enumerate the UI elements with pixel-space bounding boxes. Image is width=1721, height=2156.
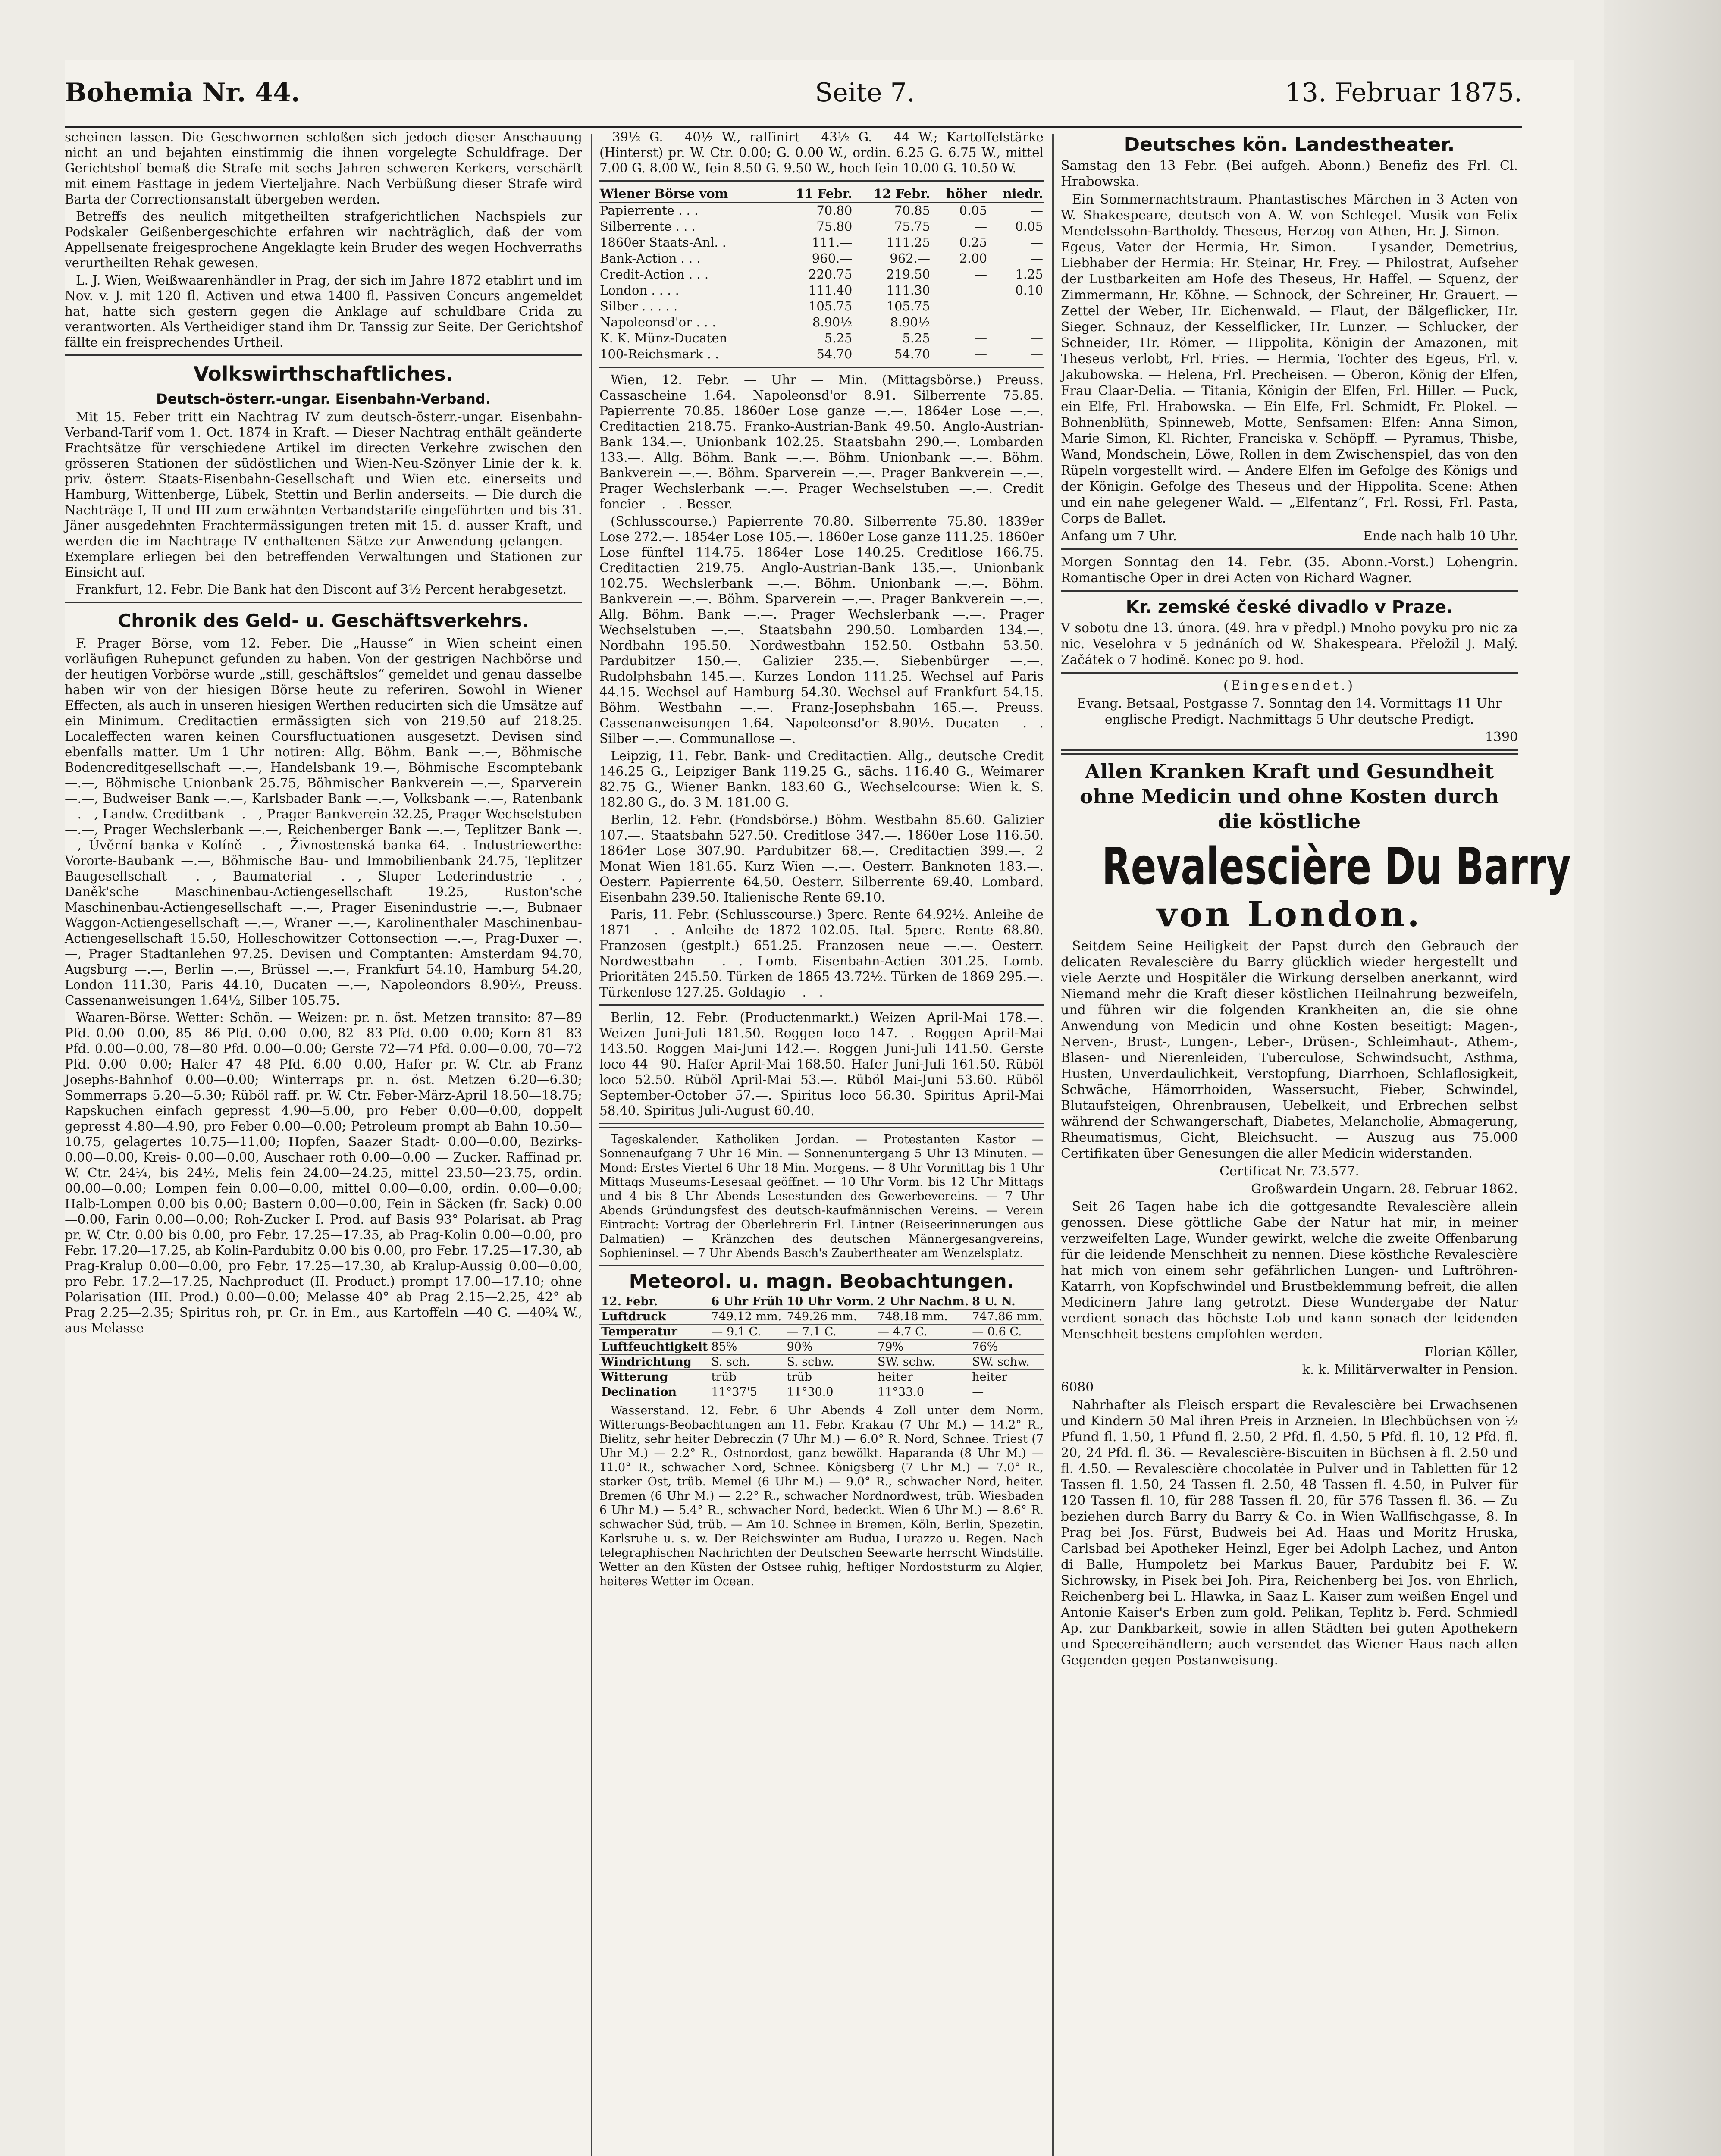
table-row (599, 298, 1044, 314)
table-row (599, 251, 1044, 266)
table-cell: 54.70 (894, 347, 930, 361)
subheading-railway: Deutsch-österr.-ungar. Eisenbahn-Verband. (156, 391, 491, 407)
church-notice: Evang. Betsaal, Postgasse 7. Sonntag den 14. Vormittags 11 Uhr englische Predigt. Nachmittags 5 Uhr deutsche Predigt. (1077, 696, 1502, 727)
ad-signature-title: k. k. Militärverwalter in Pension. (1302, 1362, 1518, 1377)
vienna-midday-report: Wien, 12. Febr. — Uhr — Min. (Mittagsbörse.) Preuss. Cassascheine 1.64. Napoleonsd'or 8.91. Silberrente 75.85. Papierrente 70.85. 1860er Lose ganze —.—. 1864er Lose —.—. Creditactien 218.75. Franko-Austrian-Bank 49.50. Anglo-Austrian-Bank 134.—. Unionbank 102.25. Staatsbahn 290.—. Lombarden 133.—. Allg. Böhm. Bank —.—. Böhm. Unionbank —.—. Böhm. Bankverein —.—. Böhm. Sparverein —.—. Prager Bankverein —.—. Prager Wechslerbank —.—. Prager Wechselstuben —.—. Credit foncier —.—. Besser. (599, 373, 1044, 511)
table-cell: 2.00 (959, 251, 987, 266)
theater-end-time: Ende nach halb 10 Uhr. (1363, 529, 1518, 544)
weather-observations: Wasserstand. 12. Febr. 6 Uhr Abends 4 Zoll unter dem Norm. Witterungs-Beobachtungen am 11. Febr. Krakau (7 Uhr M.) — 14.2° R., Bielitz, sehr heiter Debreczin (7 Uhr M.) — 6.0° R. Nord, Schnee. Triest (7 Uhr M.) — 2.2° R., Ostnordost, ganz bewölkt. Haparanda (8 Uhr M.) — 11.0° R., schwacher Nord, Schnee. Königsberg (7 Uhr M.) — 7.0° R., starker Ost, trüb. Memel (6 Uhr M.) — 9.0° R., schwacher Nord, heiter. Bremen (6 Uhr M.) — 2.2° R., schwacher Nordnordwest, trüb. Wiesbaden 6 Uhr M.) — 5.4° R., schwacher Nord, bedeckt. Wien 6 Uhr M.) — 8.6° R. schwacher Süd, trüb. — Am 10. Schnee in Bremen, Köln, Berlin, Spezetin, Karlsruhe u. s. w. Der Reichswinter am Budua, Lurazzo u. Regen. Nach telegraphischen Nachrichten der Deutschen Seewarte herrscht Windstille. Wetter an den Küsten der Ostsee ruhig, heftiger Nordoststurm zu Algier, heiteres Wetter im Ocean. (599, 1404, 1044, 1588)
page-number: Seite 7. (815, 78, 915, 108)
paris-report: Paris, 11. Febr. (Schlusscourse.) 3perc. Rente 64.92½. Anleihe de 1871 —.—. Anleihe de 1872 102.05. Ital. 5perc. Rente 68.80. Franzosen (gestplt.) 651.25. Franzosen neue —.—. Oesterr. Nordwestbahn —.—. Lomb. Eisenbahn-Actien 301.25. Lomb. Prioritäten 245.50. Türken de 1865 43.72½. Türken de 1869 295.—. Türkenlose 127.25. Goldagio —.—. (599, 907, 1044, 1000)
berlin-funds-report: Berlin, 12. Febr. (Fondsbörse.) Böhm. Westbahn 85.60. Galizier 107.—. Staatsbahn 527.50. Creditlose 347.—. 1860er Lose 116.50. 1864er Lose 307.90. Pardubitzer 68.—. Creditactien 399.—. 2 Monat Wien 181.65. Kurz Wien —.—. Oesterr. Banknoten 183.—. Oesterr. Papierrente 64.50. Oesterr. Silberrente 69.40. Lombard. Eisenbahn 239.50. Italienische Rente 69.10. (599, 812, 1044, 905)
column-divider-2 (1052, 134, 1054, 2156)
table-cell: Silberrente . . . (600, 219, 696, 234)
table-cell: 100-Reichsmark . . (600, 347, 719, 361)
day-calendar: Tageskalender. Katholiken Jordan. — Protestanten Kastor — Sonnenaufgang 7 Uhr 16 Min. — Sonnenuntergang 5 Uhr 13 Minuten. — Mond: Erstes Viertel 6 Uhr 18 Min. Morgens. — 8 Uhr Vormittag bis 1 Uhr Mittags Museums-Lesesaal geöffnet. — 10 Uhr Vorm. bis 12 Uhr Mittags und 4 bis 8 Uhr Abends Lesestunden des Gewerbevereins. — 7 Uhr Abends Gründungsfest des deutsch-kaufmännischen Vereins. — Verein Eintracht: Vortrag der Oberlehrerin Frl. Lintner (Reiseerinnerungen aus Dalmatien) — Kränzchen des deutschen Männergesangvereins, Sophieninsel. — 7 Uhr Abends Basch's Zaubertheater am Wenzelsplatz. (599, 1133, 1044, 1260)
table-cell: Silber . . . . . (600, 299, 678, 313)
table-cell: — (1031, 331, 1043, 345)
table-cell: 111.25 (886, 235, 930, 250)
table-cell: — (1031, 235, 1043, 250)
table-cell: London . . . . (600, 283, 679, 298)
table-cell: 8.90½ (812, 315, 853, 329)
table-cell: 219.50 (886, 267, 930, 282)
table-cell: Credit-Action . . . (600, 267, 709, 282)
meteo-cell: heiter (876, 1370, 970, 1385)
table-header-row (599, 186, 1044, 202)
table-cell: 105.75 (886, 299, 930, 313)
vienna-closing-report: (Schlusscourse.) Papierrente 70.80. Silberrente 75.80. 1839er Lose 272.—. 1854er Lose 105.—. 1860er Lose ganze 111.25. 1860er Lose fünftel 114.75. 1864er Lose 140.25. Creditlose 166.75. Creditactien 219.75. Anglo-Austrian-Bank 135.—. Unionbank 102.75. Wechslerbank —.—. Böhm. Unionbank —.—. Böhm. Bankverein —.—. Böhm. Sparverein —.—. Prager Bankverein —.—. Allg. Böhm. Bank —.—. Prager Wechslerbank —.—. Prager Wechselstuben —.—. Staatsbahn 290.50. Lombarden 134.—. Nordbahn 195.50. Nordwestbahn 152.50. Ostbahn 53.50. Pardubitzer 150.—. Galizier 235.—. Siebenbürger —.—. Rudolphsbahn 145.—. Kurzes London 111.25. Wechsel auf Paris 44.15. Wechsel auf Hamburg 54.30. Wechsel auf Frankfurt 54.15. Böhm. Westbahn —.—. Franz-Josephsbahn 165.—. Preuss. Cassenanweisungen 1.64. Napoleonsd'or 8.90½. Ducaten —.—. Silber —.—. Communallose —. (599, 514, 1044, 746)
meteo-cell: 748.18 mm. (876, 1310, 970, 1325)
table-cell: 75.80 (816, 219, 853, 234)
meteo-row (599, 1310, 1044, 1325)
table-cell: 5.25 (902, 331, 930, 345)
meteo-cell: Luftfeuchtigkeit (599, 1340, 709, 1355)
prague-exchange-report: F. Prager Börse, vom 12. Feber. Die „Hausse“ in Wien scheint einen vorläufigen Ruhepunct gefunden zu haben. Von der gestrigen Nachbörse und der heutigen Vorbörse wurde „still, geschäftslos“ gemeldet und genau dasselbe haben wir von der hiesigen Börse heute zu referiren. Sowohl in Wiener Effecten, als auch in unseren hiesigen Werthen reducirten sich die Umsätze auf ein Minimum. Creditactien ermässigten sich von 219.50 auf 218.25. Localeffecten waren keinen Coursfluctuationen ausgesetzt. Devisen sind ebenfalls matter. Um 1 Uhr notiren: Allg. Böhm. Bank —.—, Böhmische Bodencreditgesellschaft —.—, Handelsbank 19.—, Böhmische Escomptebank —.—, Böhmische Unionbank 25.75, Böhmischer Bankverein —.—, Sparverein —.—, Budweiser Bank —.—, Karlsbader Bank —.—, Volksbank —.—, Ratenbank —.—, Landw. Creditbank —.—, Prager Bankverein 32.25, Prager Wechselstuben —.—, Prager Wechslerbank —.—, Reichenberger Bank —.—, Teplitzer Bank —.—, Úvěrní banka v Kolíně —.—, Živnostenská banka 64.—. Industriewerthe: Vororte-Baubank —.—, Böhmische Bau- und Immobilienbank 24.75, Teplitzer Baugesellschaft —.—, Baumaterial —.—, Sluper Lederindustrie —.—, Daněk'sche Maschinenbau-Actiengesellschaft 19.25, Ruston'sche Maschinenbau-Actiengesellschaft —.—, Prager Eisenindustrie —.—, Bubnaer Waggon-Actiengesellschaft —.—, Wraner —.—, Karolinenthaler Maschinenbau-Actiengesellschaft 15.50, Holleschowitzer Cottonsection —.—, Prag-Duxer —.—, Prager Stadtanlehen 97.25. Devisen und Comptanten: Amsterdam 94.70, Augsburg —.—, Berlin —.—, Brüssel —.—, Frankfurt 54.10, Hamburg 54.20, London 111.30, Paris 44.10, Ducaten —.—, Napoleondors 8.90½, Preuss. Cassenanweisungen 1.64½, Silber 105.75. (65, 636, 582, 1008)
table-header-cell: Wiener Börse vom (599, 186, 775, 202)
meteo-cell: SW. schw. (970, 1355, 1044, 1370)
table-cell: 111.40 (808, 283, 853, 298)
theater-date-line: Samstag den 13 Febr. (Bei aufgeh. Abonn.) Benefiz des Frl. Cl. Hrabowska. (1061, 158, 1518, 189)
column-divider-1 (591, 134, 592, 2156)
meteo-cell: 79% (876, 1340, 970, 1355)
meteorology-table (599, 1294, 1044, 1400)
meteo-header-cell: 12. Febr. (599, 1294, 709, 1310)
table-header-cell: 11 Febr. (775, 186, 853, 202)
page-edge-shadow (1604, 0, 1721, 2156)
meteo-cell: 749.12 mm. (709, 1310, 785, 1325)
table-cell: 70.85 (894, 203, 930, 218)
column-2 (599, 129, 1044, 2156)
meteorology-heading: Meteorol. u. magn. Beobachtungen. (629, 1270, 1014, 1292)
meteo-cell: SW. schw. (876, 1355, 970, 1370)
table-cell: — (975, 331, 987, 345)
section-rule (599, 1265, 1044, 1266)
table-cell: 220.75 (808, 267, 853, 282)
table-cell: — (975, 219, 987, 234)
meteo-header-row (599, 1294, 1044, 1310)
table-cell: K. K. Münz-Ducaten (600, 331, 727, 345)
table-cell: 111.30 (886, 283, 930, 298)
table-cell: Napoleonsd'or . . . (600, 315, 716, 329)
table-cell: 111.— (812, 235, 853, 250)
table-rule (599, 180, 1044, 182)
meteo-cell: Luftdruck (599, 1310, 709, 1325)
meteo-header-cell: 6 Uhr Früh (709, 1294, 785, 1310)
section-heading-finance: Chronik des Geld- u. Geschäftsverkehrs. (118, 610, 529, 631)
table-cell: 8.90½ (890, 315, 930, 329)
meteo-cell: — (970, 1385, 1044, 1400)
section-rule (599, 1004, 1044, 1006)
ad-headline: Allen Kranken Kraft und Gesundheit ohne Medicin und ohne Kosten durch die köstliche (1079, 760, 1499, 833)
commodity-exchange-report: Waaren-Börse. Wetter: Schön. — Weizen: pr. n. öst. Metzen transito: 87—89 Pfd. 0.00—0.00, 85—86 Pfd. 0.00—0.00, 82—83 Pfd. 0.00—0.00; Korn 81—83 Pfd. 0.00—0.00, 78—80 Pfd. 0.00—0.00; Gerste 72—74 Pfd. 0.00—0.00, 70—72 Pfd. 0.00—0.00; Hafer 47—48 Pfd. 6.00—0.00, Hafer pr. W. Ctr. ab Franz Josephs-Bahnhof 0.00—0.00; Winterraps pr. n. öst. Metzen 6.20—6.30; Sommerraps 5.20—5.30; Rüböl raff. pr. W. Ctr. Feber-März-April 18.50—18.75; Rapskuchen einfach gepresst 4.90—5.00, pro Feber 0.00—0.00, doppelt gepresst 4.80—4.90, pro Feber 0.00—0.00; Petroleum prompt ab Bahn 10.50—10.75, gelagertes 10.75—11.00; Hopfen, Saazer Stadt- 0.00—0.00, Bezirks- 0.00—0.00, Kreis- 0.00—0.00, Auschaer roth 0.00—0.00 — Zucker. Raffinad pr. W. Ctr. 24¼, bis 24½, Melis fein 24.00—24.25, mittel 23.50—23.75, ordin. 00.00—0.00; Lompen fein 0.00—0.00, mittel 0.00—0.00, ordin. 0.00—0.00; Halb-Lompen 0.00 bis 0.00; Bastern 0.00—0.00, Fein in Säcken (fr. Sack) 0.00—0.00, Farin 0.00—0.00; Roh-Zucker I. Prod. auf Basis 93° Polarisat. ab Prag pr. W. Ctr. 0.00 bis 0.00, pro Febr. 17.25—17.35, ab Prag-Kolin 0.00—0.00, pro Febr. 17.20—17.25, ab Kolin-Pardubitz 0.00 bis 0.00, pro Febr. 17.25—17.30, ab Prag-Kralup 0.00—0.00, pro Febr. 17.25—17.30, ab Kralup-Aussig 0.00—0.00, pro Febr. 17.2—17.25, Nachproduct (II. Product.) prompt 17.00—17.10; ohne Polarisation (III. Prod.) 0.00—0.00; Melasse 40° ab Prag 2.15—2.25, 42° ab Prag 2.25—2.35; Spiritus roh, pr. Gr. in Em., aus Kartoffeln —40 G. —40¾ W., aus Melasse (65, 1010, 582, 1335)
table-cell: — (975, 347, 987, 361)
table-cell: 0.05 (959, 203, 987, 218)
meteo-row (599, 1370, 1044, 1385)
meteo-cell: trüb (785, 1370, 876, 1385)
meteo-cell: Temperatur (599, 1325, 709, 1340)
theater-heading-czech: Kr. zemské české divadlo v Praze. (1125, 597, 1453, 617)
ad-body-2: Nahrhafter als Fleisch erspart die Revalescière bei Erwachsenen und Kindern 50 Mal ihren Preis in Arzneien. In Blechbüchsen von ½ Pfund fl. 1.50, 1 Pfund fl. 2.50, 2 Pfd. fl. 4.50, 5 Pfd. fl. 10, 12 Pfd. fl. 20, 24 Pfd. fl. 36. — Revalescière-Biscuiten in Büchsen à fl. 2.50 und fl. 4.50. — Revalescière chocolatée in Pulver und in Tabletten für 12 Tassen fl. 1.50, 24 Tassen fl. 2.50, 48 Tassen fl. 4.50, in Pulver für 120 Tassen fl. 10, für 288 Tassen fl. 20, für 576 Tassen fl. 36. — Zu beziehen durch Barry du Barry & Co. in Wien Wallfischgasse, 8. In Prag bei Jos. Fürst, Budweis bei Ad. Haas und Moritz Hruska, Carlsbad bei Apotheker Heinzl, Eger bei Adolph Lachez, und Anton di Balle, Humpoletz bei Markus Bauer, Pardubitz bei F. W. Sichrowsky, in Pisek bei Joh. Pira, Reichenberg bei Jos. von Ehrlich, Reichenberg bei L. Hlawka, in Saaz L. Kaiser zum weißen Engel und Antonie Kaiser's Erben zum gold. Pelikan, Teplitz b. Ferd. Schmiedl Ap. zur Dankbarkeit, sowie in allen Städten bei guten Apothekern und Specereihändlern; auch versendet das Wiener Haus nach allen Gegenden gegen Postanweisung. (1061, 1398, 1518, 1668)
theater-heading-german: Deutsches kön. Landestheater. (1124, 134, 1455, 156)
ad-body-1: Seitdem Seine Heiligkeit der Papst durch den Gebrauch der delicaten Revalescière du Barry glücklich wieder hergestellt und viele Aerzte und Hospitäler die Wirkung derselben anerkannt, wird Niemand mehr die Kraft dieser köstlichen Heilnahrung bezweifeln, und führen wir die folgenden Krankheiten an, die sie ohne Anwendung von Medicin und ohne Kosten beseitigt: Magen-, Nerven-, Brust-, Lungen-, Leber-, Drüsen-, Schleimhaut-, Athem-, Blasen- und Nierenleiden, Tuberculose, Schwindsucht, Asthma, Husten, Unverdaulichkeit, Verstopfung, Diarrhoen, Schlaflosigkeit, Schwäche, Hämorrhoiden, Wassersucht, Fieber, Schwindel, Blutaufsteigen, Ohrenbrausen, Uebelkeit, und Erbrechen selbst während der Schwangerschaft, Diabetes, Melancholie, Abmagerung, Rheumatismus, Gicht, Bleichsucht. — Auszug aus 75.000 Certifikaten über Genesungen die aller Medicin widerstanden. (1061, 939, 1518, 1161)
spirits-prices: —39½ G. —40½ W., raffinirt —43½ G. —44 W.; Kartoffelstärke (Hinterst) pr. W. Ctr. 0.00; G. 0.00 W., ordin. 6.25 G. 6.75 W., mittel 7.00 G. 8.00 W., fein 8.50 G. 9.50 W., hoch fein 10.00 G. 10.50 W. (599, 130, 1044, 175)
meteo-cell: 747.86 mm. (970, 1310, 1044, 1325)
meteo-cell: trüb (709, 1370, 785, 1385)
table-row (599, 266, 1044, 282)
table-header-cell: höher (931, 186, 987, 202)
section-heading-economy: Volkswirthschaftliches. (193, 362, 454, 385)
meteo-cell: heiter (970, 1370, 1044, 1385)
table-cell: — (1031, 347, 1043, 361)
table-cell: — (1031, 299, 1043, 313)
court-report-wien: L. J. Wien, Weißwaarenhändler in Prag, der sich im Jahre 1872 etablirt und im Nov. v. J. mit 120 fl. Activen und etwa 1400 fl. Passiven Concurs angemeldet hat, hatte sich gestern gegen die Anklage auf schuldbare Crida zu verantworten. Als Vertheidiger stand ihm Dr. Tanssig zur Seite. Der Gerichtshof fällte ein freisprechendes Urtheil. (65, 273, 582, 350)
theater-start-time: Anfang um 7 Uhr. (1061, 529, 1177, 544)
notice-number: 1390 (1485, 730, 1518, 745)
meteo-cell: — 4.7 C. (876, 1325, 970, 1340)
meteo-header-cell: 10 Uhr Vorm. (785, 1294, 876, 1310)
frankfurt-discount-note: Frankfurt, 12. Febr. Die Bank hat den Discont auf 3½ Percent herabgesetzt. (76, 582, 567, 597)
column-1 (65, 129, 582, 2156)
ad-certificate-place: Großwardein Ungarn. 28. Februar 1862. (1251, 1181, 1518, 1197)
meteo-cell: Windrichtung (599, 1355, 709, 1370)
table-row (599, 202, 1044, 219)
meteo-header-cell: 2 Uhr Nachm. (876, 1294, 970, 1310)
section-rule (65, 602, 582, 603)
meteo-header-cell: 8 U. N. (970, 1294, 1044, 1310)
section-rule (1061, 672, 1518, 674)
ad-origin: von London. (1157, 894, 1422, 934)
table-cell: 960.— (812, 251, 853, 266)
table-row (599, 330, 1044, 346)
submitted-label: (Eingesendet.) (1223, 678, 1356, 693)
leipzig-report: Leipzig, 11. Febr. Bank- und Creditactien. Allg., deutsche Credit 146.25 G., Leipziger Bank 119.25 G., sächs. 116.40 G., Weimarer 82.75 G., Wiener Bankn. 183.60 G., Wechselcourse: Wien k. S. 182.80 G., do. 3 M. 181.00 G. (599, 749, 1044, 810)
meteo-cell: 749.26 mm. (785, 1310, 876, 1325)
table-header-cell: niedr. (987, 186, 1044, 202)
ad-number: 6080 (1061, 1380, 1094, 1395)
meteo-cell: 11°30.0 (785, 1385, 876, 1400)
table-cell: 70.80 (816, 203, 853, 218)
table-header-cell: 12 Febr. (853, 186, 931, 202)
table-cell: — (975, 299, 987, 313)
table-rule (599, 367, 1044, 368)
table-cell: 105.75 (808, 299, 853, 313)
table-row (599, 282, 1044, 298)
berlin-produce-report: Berlin, 12. Febr. (Productenmarkt.) Weizen April-Mai 178.—. Weizen Juni-Juli 181.50. Roggen loco 147.—. Roggen April-Mai 143.50. Roggen Mai-Juni 142.—. Roggen Juni-Juli 141.50. Gerste loco 44—90. Hafer April-Mai 168.50. Hafer Juni-Juli 161.50. Rüböl loco 52.50. Rüböl April-Mai 53.—. Rüböl Mai-Juni 53.60. Rüböl September-October 57.—. Spiritus loco 56.30. Spiritus April-Mai 58.40. Spiritus Juli-August 60.40. (599, 1010, 1044, 1118)
theater-times (1061, 528, 1518, 544)
section-rule-double (599, 1123, 1044, 1128)
table-cell: — (975, 315, 987, 329)
meteo-cell: — 7.1 C. (785, 1325, 876, 1340)
vienna-exchange-table (599, 186, 1044, 362)
table-row (599, 235, 1044, 251)
table-cell: 75.75 (894, 219, 930, 234)
ad-testimonial: Seit 26 Tagen habe ich die gottgesandte Revalescière allein genossen. Diese göttliche Gabe der Natur hat mir, in meiner verzweifelten Lage, Wunder gewirkt, welche die zweite Offenbarung für die leidende Menschheit zu nennen. Diese köstliche Revalescière hat mich von einem sehr gefährlichen Lungen- und Luftröhren-Katarrh, von Kopfschwindel und Brustbeklemmung befreit, die allen Medicinern Jahre lang getrotzt. Diese Wundergabe der Natur verdient sonach das höchste Lob und kann sonach der leidenden Menschheit bestens empfohlen werden. (1061, 1199, 1518, 1342)
meteo-row (599, 1325, 1044, 1340)
meteo-row (599, 1385, 1044, 1400)
table-cell: — (1031, 315, 1043, 329)
table-row (599, 219, 1044, 235)
section-rule (65, 354, 582, 356)
meteo-row (599, 1340, 1044, 1355)
table-cell: Papierrente . . . (600, 203, 699, 218)
table-cell: 0.05 (1015, 219, 1043, 234)
table-cell: — (975, 283, 987, 298)
table-cell: 0.10 (1015, 283, 1043, 298)
ad-product-name: Revalescière Du Barry (1102, 837, 1571, 896)
railway-tariff-article: Mit 15. Feber tritt ein Nachtrag IV zum deutsch-österr.-ungar. Eisenbahn-Verband-Tarif vom 1. Oct. 1874 in Kraft. — Dieser Nachtrag enthält geänderte Frachtsätze für verschiedene Artikel im directen Verkehre zwischen den grösseren Stationen der südöstlichen und Wien-Neu-Szönyer Linie der k. k. priv. österr. Staats-Eisenbahn-Gesellschaft und Wien etc. einerseits und Hamburg, Wittenberge, Lübek, Stettin und Berlin anderseits. — Die durch die Nachträge I, II und III zum erwähnten Verbandstarife eingeführten und bis 31. Jäner ausgedehnten Frachtermässigungen treten mit 15. d. ausser Kraft, und werden die im Nachtrage IV enthaltenen Sätze zur Anwendung gelangen. — Exemplare erliegen bei den betreffenden Verwaltungen und Stationen zur Einsicht auf. (65, 410, 582, 580)
header-rule (65, 126, 1522, 128)
meteo-cell: 85% (709, 1340, 785, 1355)
theater-next-performance: Morgen Sonntag den 14. Febr. (35. Abonn.-Vorst.) Lohengrin. Romantische Oper in drei Acten von Richard Wagner. (1061, 555, 1518, 586)
table-row (599, 314, 1044, 330)
table-cell: 5.25 (824, 331, 853, 345)
meteo-cell: Witterung (599, 1370, 709, 1385)
meteo-cell: 11°33.0 (876, 1385, 970, 1400)
meteo-cell: S. sch. (709, 1355, 785, 1370)
meteo-cell: — 0.6 C. (970, 1325, 1044, 1340)
meteo-cell: S. schw. (785, 1355, 876, 1370)
table-row (599, 346, 1044, 362)
meteo-cell: 90% (785, 1340, 876, 1355)
meteo-cell: Declination (599, 1385, 709, 1400)
ad-certificate-number: Certificat Nr. 73.577. (1219, 1164, 1359, 1179)
court-report-note: Betreffs des neulich mitgetheilten strafgerichtlichen Nachspiels zur Podskaler Geißenbergeschichte erfahren wir nachträglich, daß der vom Appellsenate freigesprochene Angeklagte kein Bruder des wegen Hochverraths verurtheilten Rehak gewesen. (65, 209, 582, 270)
table-cell: Bank-Action . . . (600, 251, 701, 266)
section-rule (1061, 590, 1518, 592)
table-cell: 0.25 (959, 235, 987, 250)
issue-date: 13. Februar 1875. (1285, 78, 1522, 108)
court-report-end: scheinen lassen. Die Geschwornen schloßen sich jedoch dieser Anschauung nicht an und bejahten einstimmig die ihnen vorgelegte Schuldfrage. Der Gerichtshof bemaß die Strafe mit sechs Jahren schweren Kerkers, verschärft mit einem Fasttage in jedem Vierteljahre. Nach Verbüßung dieser Strafe wird Barta der Correctionsanstalt übergeben werden. (65, 130, 582, 207)
table-cell: — (1031, 251, 1043, 266)
meteo-cell: 11°37'5 (709, 1385, 785, 1400)
table-cell: — (1031, 203, 1043, 218)
meteo-row (599, 1355, 1044, 1370)
ad-border (1061, 749, 1518, 755)
meteo-cell: — 9.1 C. (709, 1325, 785, 1340)
ad-signature-name: Florian Köller, (1424, 1344, 1518, 1360)
masthead-issue: Bohemia Nr. 44. (65, 78, 300, 108)
table-cell: 54.70 (816, 347, 853, 361)
czech-theater-programme: V sobotu dne 13. února. (49. hra v předpl.) Mnoho povyku pro nic za nic. Veselohra v 5 jednáních od W. Shakespeara. Přeložil J. Malý. Začátek o 7 hodině. Konec po 9. hod. (1061, 620, 1518, 667)
table-cell: 962.— (890, 251, 930, 266)
section-rule (1061, 548, 1518, 550)
theater-programme: Ein Sommernachtstraum. Phantastisches Märchen in 3 Acten von W. Shakespeare, deutsch von A. W. von Schlegel. Musik von Felix Mendelssohn-Bartholdy. Theseus, Herzog von Athen, Hr. J. Simon. — Egeus, Vater der Hermia, Hr. Simon. — Lysander, Demetrius, Liebhaber der Hermia: Hr. Steinar, Hr. Frey. — Philostrat, Aufseher der Lustbarkeiten am Hofe des Theseus, Hr. Haffel. — Squenz, der Zimmermann, Hr. Köhne. — Schnock, der Schreiner, Hr. Grauert. — Zettel der Weber, Hr. Eichenwald. — Flaut, der Bälgeflicker, Hr. Sieger. Schnauz, der Kesselflicker, Hr. Lunzer. — Schlucker, der Schneider, Hr. Römer. — Hippolita, Königin der Amazonen, mit Theseus verlobt, Frl. Fries. — Hermia, Tochter des Egeus, Frl. v. Jakubowska. — Helena, Frl. Precheisen. — Oberon, König der Elfen, Frau Claar-Delia. — Titania, Königin der Elfen, Frl. Hiller. — Puck, ein Elfe, Frl. Hrabowska. — Ein Elfe, Frl. Schmidt, Fr. Plokel. — Bohnenblüth, Spinneweb, Motte, Senfsamen: Elfen: Anna Simon, Marie Simon, Kl. Richter, Franciska v. Schöpff. — Pyramus, Thisbe, Wand, Mondschein, Löwe, Rollen in dem Zwischenspiel, das von den Rüpeln vorgestellt wird. — Andere Elfen im Gefolge des Königs und der Königin. Gefolge des Theseus und der Hippolita. Scene: Athen und ein nahe gelegener Wald. — „Elfentanz“, Frl. Rossi, Frl. Pasta, Corps de Ballet. (1061, 192, 1518, 526)
meteo-cell: 76% (970, 1340, 1044, 1355)
page-header (65, 69, 1522, 121)
column-3 (1061, 129, 1571, 2156)
table-cell: 1.25 (1015, 267, 1043, 282)
table-cell: — (975, 267, 987, 282)
table-cell: 1860er Staats-Anl. . (600, 235, 727, 250)
